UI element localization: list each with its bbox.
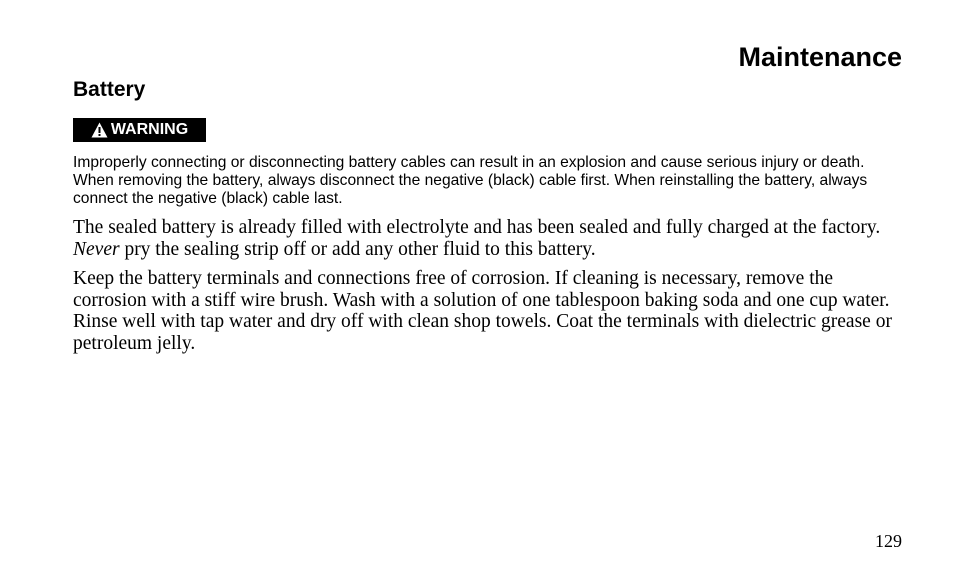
para1-text-before: The sealed battery is already filled with electrolyte and has been sealed and fully charged at the factory.: [73, 217, 881, 238]
warning-triangle-icon: [91, 122, 108, 138]
chapter-title: Maintenance: [738, 42, 902, 72]
body-paragraph-terminals: Keep the battery terminals and connections free of corrosion. If cleaning is necessary, remove the corrosion with a stiff wire brush. Wash with a solution of one tablespoon baking soda and one cup water. Rinse well with tap water and dry off with clean shop towels. Coat the terminals with dielectric grease or petroleum jelly.: [73, 268, 892, 354]
warning-text: Improperly connecting or disconnecting battery cables can result in an explosion and cause serious injury or death. When removing the battery, always disconnect the negative (black) cable first. When reinstalling the battery, always connect the negative (black) cable last.: [73, 154, 868, 207]
warning-badge: [73, 118, 206, 142]
para1-text-after: pry the sealing strip off or add any other fluid to this battery.: [119, 238, 596, 260]
para1-emphasis: Never: [73, 238, 120, 260]
body-paragraph-sealed-battery: [73, 217, 903, 260]
section-heading: Battery: [73, 78, 146, 101]
page-number: 129: [875, 531, 902, 551]
warning-label: WARNING: [110, 121, 189, 138]
